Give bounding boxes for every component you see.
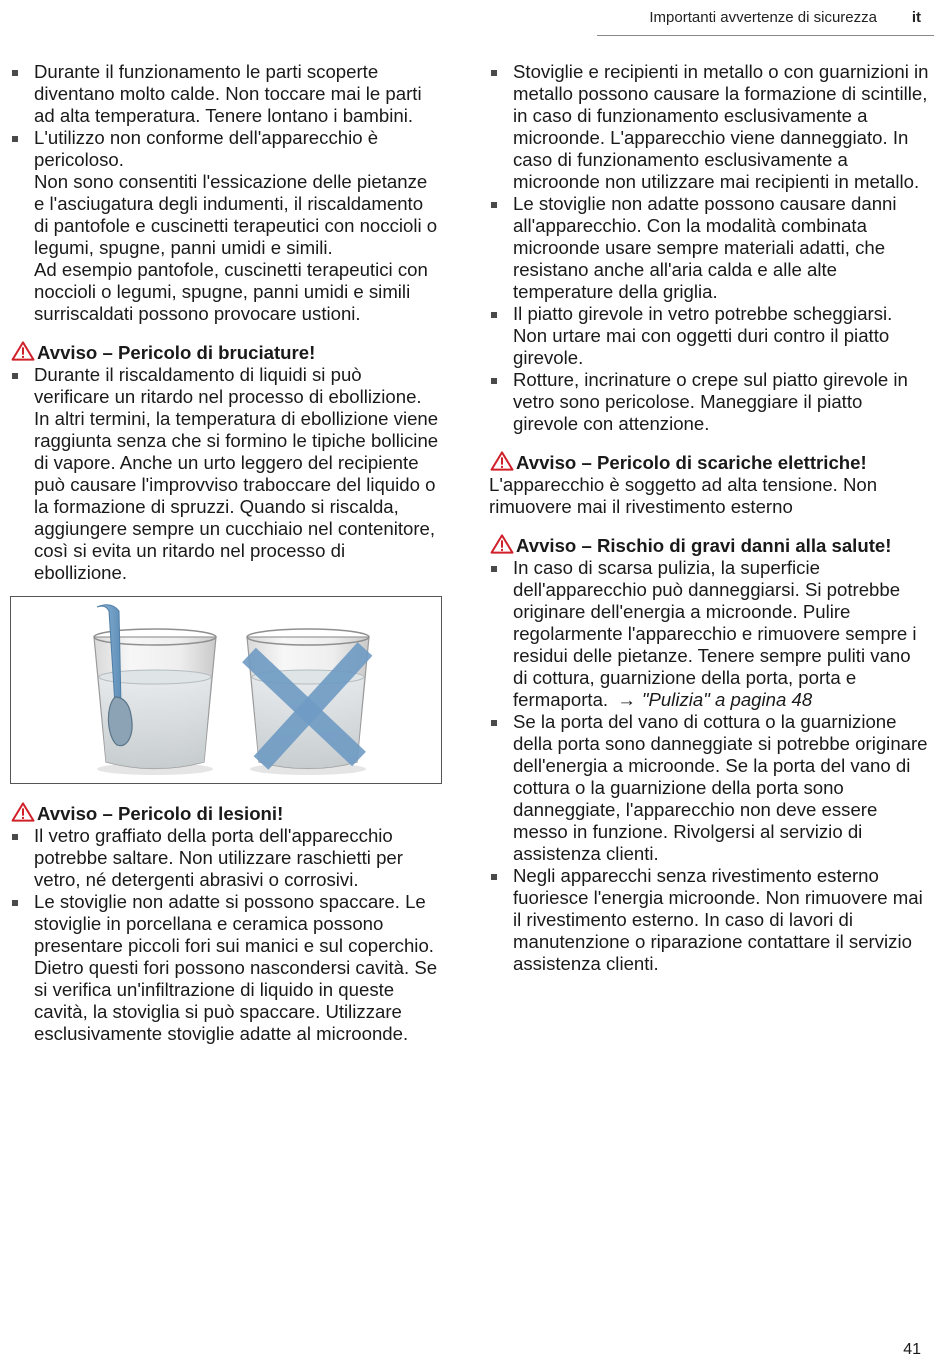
- section-title: Importanti avvertenze di sicurezza: [649, 9, 877, 26]
- bullet-icon: [491, 70, 497, 76]
- bullet-text: Durante il funzionamento le parti scoperte diventano molto calde. Non toccare mai le parti ad alta temperatura. Tenere lontano i bambini.: [34, 61, 422, 126]
- paragraph: Ad esempio pantofole, cuscinetti terapeutici con noccioli o legumi, spugne, panni umidi e simili surriscaldati possono provocare ustioni.: [34, 259, 428, 324]
- left-column: [10, 61, 442, 1045]
- bullet-icon: [491, 312, 497, 318]
- bullet-text: Negli apparecchi senza rivestimento esterno fuoriesce l'energia microonde. Non rimuovere mai il rivestimento esterno. In caso di lavori di manutenzione o riparazione contattare il servizio assistenza clienti.: [513, 865, 923, 974]
- warning-title: Avviso – Rischio di gravi danni alla salute!: [516, 535, 892, 556]
- list-item: [489, 61, 929, 193]
- bullet-text: Il piatto girevole in vetro potrebbe scheggiarsi. Non urtare mai con oggetti duri contro il piatto girevole.: [513, 303, 893, 368]
- bullet-text: Le stoviglie non adatte possono causare danni all'apparecchio. Con la modalità combinata microonde usare sempre materiali adatti, che resistano anche all'aria calda e alle alte temperature della griglia.: [513, 193, 897, 302]
- warning-triangle-icon: [489, 534, 515, 554]
- list-item: [10, 825, 442, 891]
- warning-triangle-icon: [10, 802, 36, 822]
- language-code: it: [911, 9, 921, 26]
- page-header: [0, 9, 950, 29]
- list-item: [10, 891, 442, 1045]
- warning-triangle-icon: [10, 341, 36, 361]
- boiling-delay-illustration: [10, 596, 442, 784]
- list-item: [489, 711, 929, 865]
- bullet-text: Rotture, incrinature o crepe sul piatto girevole in vetro sono pericolose. Maneggiare il piatto girevole con attenzione.: [513, 369, 908, 434]
- page-number: 41: [903, 1341, 921, 1358]
- list-item: [10, 61, 442, 127]
- list-item: [10, 127, 442, 171]
- bullet-text: Le stoviglie non adatte si possono spaccare. Le stoviglie in porcellana e ceramica possono presentare piccoli fori sui manici e sul coperchio. Dietro questi fori possono nascondersi cavità. Se si verifica un'infiltrazione di liquido in queste cavità, la stoviglia si può spaccare. Utilizzare esclusivamente stoviglie adatte al microonde.: [34, 891, 438, 1044]
- bullet-icon: [12, 834, 18, 840]
- bullet-icon: [12, 70, 18, 76]
- warning-triangle-icon: [489, 451, 515, 471]
- bullet-text: Se la porta del vano di cottura o la guarnizione della porta sono danneggiate si potrebbe originare dell'energia a microonde. Se la porta del vano di cottura o la guarnizione della porta sono danneggiate, l'apparecchio non deve essere messo in funzione. Rivolgersi al servizio di assistenza clienti.: [513, 711, 928, 864]
- warning-title: Avviso – Pericolo di bruciature!: [37, 342, 316, 363]
- list-item: [489, 193, 929, 303]
- bullet-text: Il vetro graffiato della porta dell'apparecchio potrebbe saltare. Non utilizzare raschietti per vetro, né detergenti abrasivi o corrosivi.: [34, 825, 403, 890]
- list-item: [489, 303, 929, 369]
- glass-illustration: [11, 597, 441, 783]
- glass-with-spoon: [94, 605, 216, 775]
- bullet-text: In caso di scarsa pulizia, la superficie dell'apparecchio può danneggiarsi. Si potrebbe originare dell'energia a microonde. Pulire regolarmente l'apparecchio e rimuovere sempre i residui delle pietanze. Tenere sempre puliti vano di cottura, guarnizione della porta, porta e fermaporta.: [513, 557, 917, 710]
- bullet-icon: [12, 900, 18, 906]
- bullet-icon: [491, 720, 497, 726]
- arrow-right-icon: →: [617, 689, 636, 710]
- bullet-icon: [491, 874, 497, 880]
- list-item: [489, 369, 929, 435]
- list-item: [489, 557, 929, 711]
- cross-reference-link[interactable]: "Pulizia" a pagina 48: [641, 689, 813, 710]
- header-rule: [597, 35, 934, 36]
- list-item: [489, 865, 929, 975]
- right-column: [489, 61, 929, 975]
- warning-heading: [10, 802, 442, 825]
- bullet-icon: [491, 566, 497, 572]
- warning-heading: [489, 451, 929, 474]
- bullet-icon: [12, 373, 18, 379]
- paragraph: Non sono consentiti l'essicazione delle pietanze e l'asciugatura degli indumenti, il riscaldamento di pantofole e cuscinetti terapeutici con noccioli o legumi, spugne, panni umidi e simili.: [34, 171, 438, 258]
- bullet-icon: [491, 202, 497, 208]
- bullet-icon: [491, 378, 497, 384]
- list-item: [10, 364, 442, 584]
- bullet-icon: [12, 136, 18, 142]
- warning-title: Avviso – Pericolo di scariche elettriche!: [516, 452, 867, 473]
- bullet-text: Durante il riscaldamento di liquidi si può verificare un ritardo nel processo di ebollizione. In altri termini, la temperatura di ebollizione viene raggiunta senza che si formino le tipiche bollicine di vapore. Anche un urto leggero del recipiente può causare l'improvviso traboccare del liquido o la formazione di spruzzi. Quando si riscalda, aggiungere sempre un cucchiaio nel contenitore, così si evita un ritardo nel processo di ebollizione.: [34, 364, 439, 583]
- bullet-text: L'utilizzo non conforme dell'apparecchio è pericoloso.: [34, 127, 379, 170]
- warning-heading: [10, 341, 442, 364]
- paragraph: L'apparecchio è soggetto ad alta tensione. Non rimuovere mai il rivestimento esterno: [489, 474, 878, 517]
- warning-title: Avviso – Pericolo di lesioni!: [37, 803, 284, 824]
- bullet-text: Stoviglie e recipienti in metallo o con guarnizioni in metallo possono causare la formazione di scintille, in caso di funzionamento esclusivamente a microonde. L'apparecchio viene danneggiato. In caso di funzionamento esclusivamente a microonde non utilizzare mai recipienti in metallo.: [513, 61, 929, 192]
- warning-heading: [489, 534, 929, 557]
